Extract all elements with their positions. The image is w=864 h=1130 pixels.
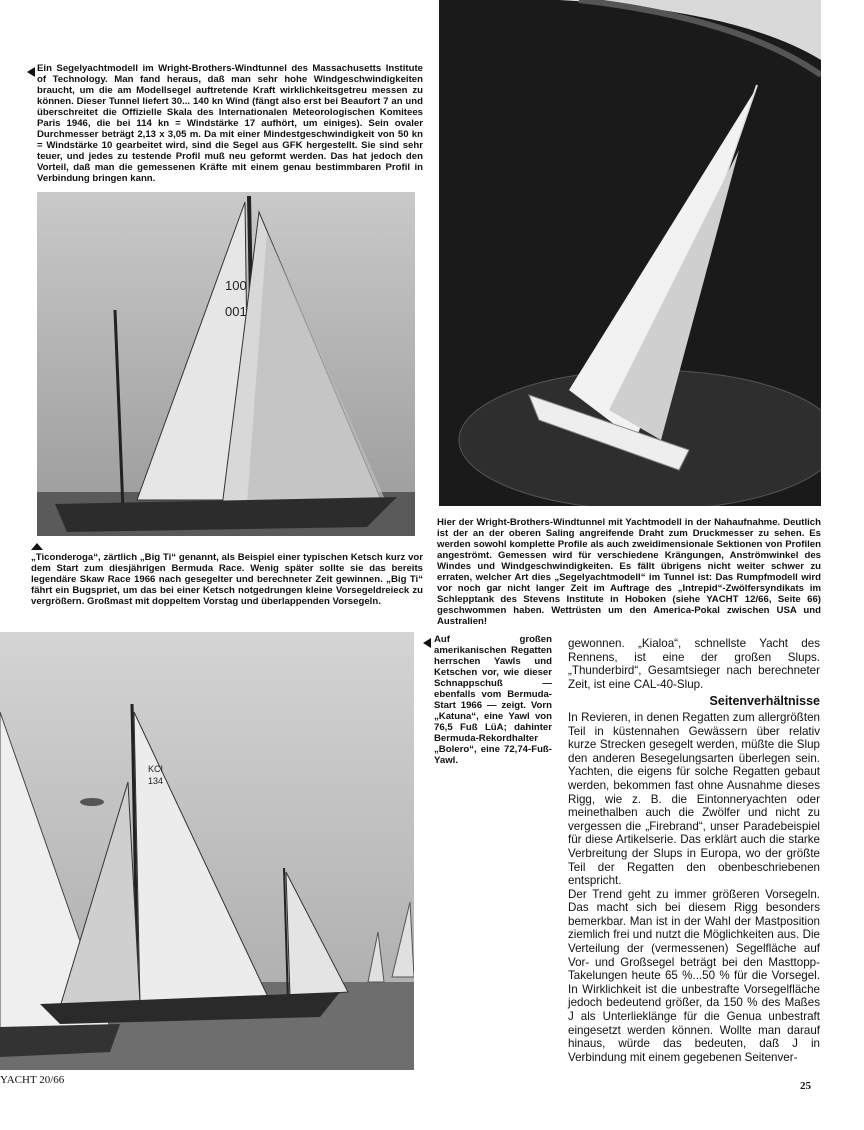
caption-yawls: Auf großen amerikanischen Regatten herrschen Yawls und Ketschen vor, wie dieser Schnappschuß — ebenfalls vom Bermuda-Start 1966 — zeigt. Vorn „Katuna“, eine Yawl von 76,5 Fuß LüA; dahinter Bermuda-Rekordhalter „Bolero“, eine 72,74-Fuß-Yawl. <box>434 634 552 766</box>
caption-tunnel-model: Ein Segelyachtmodell im Wright-Brothers-Windtunnel des Massachusetts Institute of Technology. Man fand heraus, daß man sehr hohe Windgeschwindigkeiten braucht, um die am Modellsegel auftretende Kraft wirklichkeitsgetreu messen zu können. Dieser Tunnel liefert 30... 140 kn Wind (fängt also erst bei Beaufort 7 an und überschreitet die Offizielle Skala des Internationalen Meteorologischen Komitees Paris 1946, die bei 114 kn = Windstärke 17 aufhört, um einiges). Sein ovaler Durchmesser beträgt 2,13 x 3,05 m. Da mit einer Mindestgeschwindigkeit von 50 kn = Windstärke 10 gearbeitet wird, sind die Segel aus GFK hergestellt. Sie sind sehr teuer, und jedes zu testende Profil muß neu geformt werden. Das hat jedoch den Vorteil, daß man die gemessenen Kräfte mit einem genau bestimmbaren Profil in Verbindung bringen kann. <box>37 63 423 184</box>
article-paragraph: gewonnen. „Kialoa“, schnellste Yacht des Rennens, ist eine der großen Slups. „Thunderbird“, Gesamtsieger nach berechneter Zeit, ist eine CAL-40-Slup. <box>568 637 820 691</box>
sail-number-label: 001 <box>225 304 247 319</box>
page-number: 25 <box>800 1080 811 1092</box>
sail-number-label: 134 <box>148 776 164 786</box>
sail-number-label: 100 <box>225 278 247 293</box>
photo-windtunnel-closeup <box>439 0 821 506</box>
article-column <box>568 637 820 1064</box>
caption-windtunnel-closeup: Hier der Wright-Brothers-Windtunnel mit Yachtmodell in der Nahaufnahme. Deutlich ist der an der oberen Saling angreifende Draht zum Druckmesser zu sehen. Es werden sowohl komplette Profile als auch zweidimensionale Sektionen von Profilen angeströmt. Gemessen wird für verschiedene Krängungen, Anströmwinkel des Windes und Windgeschwindigkeiten. Es fällt übrigens nicht weiter schwer zu erraten, welcher Art dies „Segelyachtmodell“ im Tunnel ist: Das Rumpfmodell wird vor noch gar nicht langer Zeit im Auftrage des „Intrepid“-Zwölfersyndikats im Schlepptank des Stevens Institute in Hoboken (siehe YACHT 12/66, Seite 66) geschwommen haben. Wettrüsten um den America-Pokal zwischen USA und Australien! <box>437 517 821 627</box>
caption-pointer-icon <box>423 638 431 648</box>
section-heading: Seitenverhältnisse <box>709 694 820 709</box>
photo-yawls-start <box>0 632 414 1070</box>
caption-ticonderoga: „Ticonderoga“, zärtlich „Big Ti“ genannt, als Beispiel einer typischen Ketsch kurz vor dem Start zum diesjährigen Bermuda Race. Wenig später sollte sie das bereits legendäre Skaw Race 1966 nach gesegelter und berechneter Zeit gewinnen. „Big Ti“ fährt ein Bugspriet, um das bei einer Ketsch notgedrungen kleine Vorsegeldreieck zu vergrößern. Großmast mit doppeltem Vorstag und überlappenden Vorsegeln. <box>31 552 423 607</box>
caption-pointer-icon <box>27 67 35 77</box>
magazine-issue-footer: YACHT 20/66 <box>0 1074 65 1086</box>
article-paragraph: In Revieren, in denen Regatten zum allergrößten Teil in küstennahen Gewässern über relativ kurze Strecken gesegelt werden, müßte die Slup den anderen Besegelungsarten überlegen sein. Yachten, die eigens für solche Regatten gebaut werden, bekommen fast ohne Ausnahme dieses Rigg, wie z. B. die Eintonneryachten oder meinethalben auch die Zwölfer und nicht zu vergessen die „Firebrand“, unser Paradebeispiel für diese Artikelserie. Das erklärt auch die starke Verbreitung der Slups in Europa, wo der größte Teil der Regatten den obenbeschriebenen entspricht. <box>568 710 820 888</box>
sail-number-label: KCI <box>148 764 164 774</box>
article-paragraph: Der Trend geht zu immer größeren Vorsegeln. Das macht sich bei diesem Rigg besonders bemerkbar. Man ist in der Wahl der Mastposition ziemlich frei und nutzt die Möglichkeiten aus. Die Verteilung der (vermessenen) Segelfläche auf Vor- und Großsegel beträgt bei den Masttopp-Takelungen heute 65 %...50 % für die Vorsegel. In Wirklichkeit ist die unbestrafte Vorsegelfläche jedoch bedeutend größer, da 150 % des Maßes J als Unterlieklänge für die Genua unbestraft eingesetzt werden können. Wollte man darauf hinaus, würde das bedeuten, daß J in Verbindung mit einem gegebenen Seitenver- <box>568 887 820 1064</box>
photo-ticonderoga <box>37 192 415 536</box>
caption-pointer-icon <box>31 543 43 550</box>
